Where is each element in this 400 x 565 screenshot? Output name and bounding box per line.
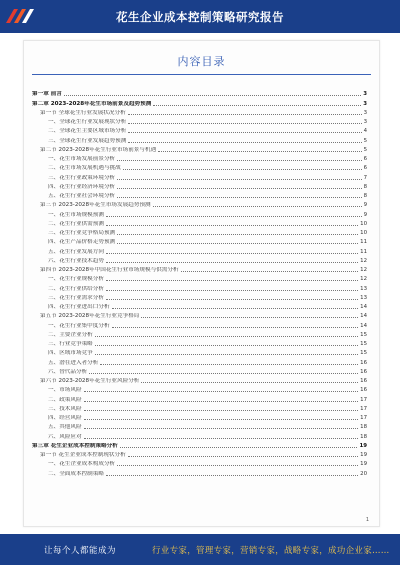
toc-entry[interactable]	[32, 393, 367, 402]
toc-entry[interactable]	[32, 458, 367, 467]
toc-entry-page: 15	[360, 341, 367, 347]
toc-leader-dots	[117, 179, 361, 180]
toc-entry[interactable]	[32, 181, 367, 190]
toc-leader-dots	[112, 308, 359, 309]
toc-entry[interactable]	[32, 440, 367, 449]
toc-leader-dots	[117, 465, 358, 466]
toc-entry[interactable]	[32, 467, 367, 476]
toc-entry-page: 10	[360, 230, 367, 236]
toc-leader-dots	[153, 105, 361, 106]
footer-slogan-left: 让每个人都能成为	[44, 545, 117, 556]
toc-leader-dots	[141, 382, 358, 383]
logo-icon	[4, 5, 36, 27]
toc-leader-dots	[153, 206, 362, 207]
toc-leader-dots	[117, 188, 361, 189]
toc-entry[interactable]	[32, 421, 367, 430]
toc-leader-dots	[117, 243, 358, 244]
toc-entry[interactable]	[32, 218, 367, 227]
toc-entry[interactable]	[32, 449, 367, 458]
toc-entry[interactable]	[32, 356, 367, 365]
toc-leader-dots	[100, 364, 358, 365]
toc-entry[interactable]	[32, 292, 367, 301]
toc-entry-text: 二、全面成本控制策略	[48, 470, 104, 477]
page-number: 1	[365, 517, 369, 523]
toc-entry[interactable]	[32, 162, 367, 171]
toc-entry-page: 13	[360, 294, 367, 301]
toc-entry-text: 六、风险应对	[48, 433, 82, 440]
toc-entry-page: 12	[360, 267, 367, 273]
toc-entry-text: 三、技术风险	[48, 405, 82, 412]
toc-leader-dots	[128, 132, 361, 133]
toc-leader-dots	[95, 345, 358, 346]
toc-entry-text: 一、市场风险	[48, 387, 82, 394]
toc-entry-text: 一、花生企业成本构成分析	[48, 461, 116, 468]
toc-leader-dots	[141, 317, 358, 318]
toc-entry-text: 五、花生行业发展方向	[48, 248, 104, 255]
toc-leader-dots	[106, 475, 358, 476]
toc-leader-dots	[95, 336, 358, 337]
toc-entry[interactable]	[32, 430, 367, 439]
toc-entry-text: 四、区域市场竞争	[48, 350, 93, 357]
toc-leader-dots	[106, 299, 358, 300]
toc-entry-text: 第四节 2023-2028年中国花生行业市场规模与供需分析	[40, 267, 179, 273]
toc-entry-text: 一、全球花生行业发展现状分析	[48, 119, 127, 125]
toc-entry-page: 16	[360, 387, 367, 394]
toc-entry-text: 六、花生行业技术趋势	[48, 257, 104, 264]
toc-entry[interactable]	[32, 116, 367, 125]
toc-entry-text: 二、全球花生主要区域市场分析	[48, 128, 127, 135]
toc-entry-page: 8	[363, 183, 367, 190]
toc-entry-page: 12	[360, 276, 367, 283]
toc-entry[interactable]	[32, 347, 367, 356]
toc-entry-text: 第二章 2023-2028年花生市场前景及趋势预测	[32, 100, 152, 107]
bottom-banner	[0, 534, 400, 565]
toc-entry-text: 一、花生行业规模分析	[48, 276, 104, 283]
toc-leader-dots	[128, 123, 361, 124]
toc-entry-text: 三、花生行业竞争格局预测	[48, 230, 116, 236]
toc-entry-page: 12	[360, 257, 367, 264]
toc-entry-text: 第三节 2023-2028年花生市场发展趋势预测	[40, 202, 151, 209]
toc-entry[interactable]	[32, 153, 367, 162]
toc-leader-dots	[106, 290, 358, 291]
toc-entry-text: 第一节 花生企业成本控制现状分析	[40, 452, 126, 458]
toc-entry-text: 三、全球花生行业发展趋势预测	[48, 137, 127, 144]
toc-leader-dots	[84, 438, 359, 439]
toc-entry-page: 18	[360, 424, 367, 431]
toc-entry-text: 六、替代品分析	[48, 368, 88, 375]
toc-entry-text: 一、花生行业集中度分析	[48, 322, 110, 329]
toc-entry-text: 二、政策风险	[48, 396, 82, 403]
toc-entry-text: 第五节 2023-2028年花生行业竞争格局	[40, 313, 140, 320]
toc-leader-dots	[64, 95, 361, 96]
toc-entry-text: 四、花生行业进出口分析	[48, 304, 110, 310]
toc-leader-dots	[158, 151, 361, 152]
toc-entry[interactable]	[32, 338, 367, 347]
title-divider	[32, 74, 371, 75]
footer-slogan-right: 行业专家，管理专家，营销专家，战略专家，成功企业家……	[152, 545, 390, 556]
toc-entry-page: 17	[360, 415, 367, 421]
toc-entry[interactable]	[32, 88, 367, 97]
toc-entry-text: 二、主要企业分析	[48, 331, 93, 338]
toc-leader-dots	[117, 160, 361, 161]
toc-entry-text: 二、花生行业供需预测	[48, 220, 104, 227]
toc-entry[interactable]	[32, 97, 367, 106]
toc-entry[interactable]	[32, 282, 367, 291]
toc-leader-dots	[84, 428, 359, 429]
toc-entry-page: 14	[360, 304, 367, 310]
toc-entry-page: 11	[360, 239, 367, 246]
toc-entry[interactable]	[32, 403, 367, 412]
toc-entry[interactable]	[32, 208, 367, 217]
toc-leader-dots	[123, 169, 362, 170]
toc-entry-text: 二、花生行业供给分析	[48, 285, 104, 292]
table-of-contents	[32, 88, 367, 477]
toc-entry[interactable]	[32, 319, 367, 328]
toc-leader-dots	[84, 410, 359, 411]
toc-entry[interactable]	[32, 125, 367, 134]
toc-entry-text: 一、花生市场规模预测	[48, 211, 104, 218]
toc-leader-dots	[117, 234, 358, 235]
toc-entry-page: 13	[360, 285, 367, 292]
toc-entry-text: 五、花生行业社会环境分析	[48, 193, 116, 199]
toc-entry-text: 五、潜在进入者分析	[48, 359, 99, 366]
toc-entry-page: 15	[360, 331, 367, 338]
toc-entry-page: 5	[363, 146, 367, 153]
toc-entry-text: 二、花生市场发展机遇与挑战	[48, 165, 121, 172]
toc-entry[interactable]	[32, 199, 367, 208]
toc-entry[interactable]	[32, 375, 367, 384]
toc-entry-text: 第三章 花生企业成本控制策略分析	[32, 442, 118, 449]
toc-leader-dots	[106, 253, 358, 254]
toc-entry-page: 14	[360, 313, 367, 320]
toc-leader-dots	[128, 142, 361, 143]
toc-entry-page: 19	[360, 452, 367, 458]
toc-entry-text: 一、花生市场发展前景分析	[48, 156, 116, 162]
top-banner	[0, 0, 400, 33]
document-page	[23, 40, 380, 527]
toc-entry-page: 5	[363, 137, 367, 144]
toc-entry-page: 16	[360, 368, 367, 375]
toc-entry-page: 8	[363, 193, 367, 199]
toc-entry-text: 五、其他风险	[48, 424, 82, 431]
toc-entry[interactable]	[32, 384, 367, 393]
toc-entry-page: 4	[363, 128, 367, 135]
toc-leader-dots	[112, 327, 359, 328]
toc-entry[interactable]	[32, 301, 367, 310]
toc-title: 内容目录	[177, 55, 226, 68]
toc-entry-page: 19	[360, 461, 367, 468]
toc-entry[interactable]	[32, 107, 367, 116]
toc-leader-dots	[128, 114, 362, 115]
toc-entry[interactable]	[32, 310, 367, 319]
toc-entry-text: 四、经营风险	[48, 415, 82, 421]
toc-entry-page: 9	[363, 202, 367, 209]
toc-entry[interactable]	[32, 245, 367, 254]
toc-entry-page: 7	[363, 174, 367, 181]
toc-leader-dots	[89, 373, 358, 374]
toc-entry-page: 9	[363, 211, 367, 218]
toc-leader-dots	[120, 447, 358, 448]
toc-leader-dots	[84, 419, 359, 420]
toc-entry-page: 20	[360, 470, 367, 477]
report-title: 花生企业成本控制策略研究报告	[116, 9, 284, 24]
toc-entry-page: 19	[359, 442, 367, 449]
toc-leader-dots	[106, 225, 358, 226]
toc-entry-text: 三、花生行业需求分析	[48, 294, 104, 301]
toc-entry-page: 3	[363, 91, 367, 98]
toc-entry[interactable]	[32, 190, 367, 199]
toc-entry[interactable]	[32, 329, 367, 338]
toc-entry-page: 3	[363, 109, 367, 116]
toc-entry[interactable]	[32, 236, 367, 245]
toc-leader-dots	[181, 271, 359, 272]
toc-entry-text: 第一章 前言	[32, 91, 62, 98]
toc-entry-text: 三、花生行业政策环境分析	[48, 174, 116, 181]
toc-entry-text: 第一节 全球花生行业发展状况分析	[40, 109, 126, 116]
toc-entry-page: 17	[360, 396, 367, 403]
toc-entry[interactable]	[32, 171, 367, 180]
toc-entry-page: 11	[360, 248, 367, 255]
toc-entry-page: 18	[360, 433, 367, 440]
toc-entry-page: 16	[360, 378, 367, 384]
toc-entry[interactable]	[32, 134, 367, 143]
toc-entry-page: 17	[360, 405, 367, 412]
toc-entry[interactable]	[32, 264, 367, 273]
toc-entry-text: 第六节 2023-2028年花生行业风险分析	[40, 378, 140, 384]
toc-leader-dots	[106, 280, 358, 281]
toc-entry[interactable]	[32, 255, 367, 264]
toc-leader-dots	[117, 197, 361, 198]
toc-leader-dots	[84, 401, 359, 402]
toc-leader-dots	[95, 354, 358, 355]
toc-entry-text: 四、花生行业经济环境分析	[48, 183, 116, 190]
toc-entry[interactable]	[32, 227, 367, 236]
toc-entry-text: 四、花生产品价格走势预测	[48, 239, 116, 246]
toc-entry-page: 6	[363, 156, 367, 162]
toc-entry-page: 15	[360, 350, 367, 357]
toc-entry-page: 6	[363, 165, 367, 172]
toc-entry-page: 16	[360, 359, 367, 366]
toc-leader-dots	[128, 456, 358, 457]
toc-entry[interactable]	[32, 366, 367, 375]
toc-entry[interactable]	[32, 144, 367, 153]
toc-leader-dots	[106, 262, 358, 263]
toc-entry-page: 3	[363, 119, 367, 125]
toc-entry[interactable]	[32, 412, 367, 421]
toc-leader-dots	[84, 391, 359, 392]
toc-entry-page: 14	[360, 322, 367, 329]
toc-entry-page: 3	[363, 100, 367, 107]
toc-entry-page: 10	[360, 220, 367, 227]
toc-entry-text: 第二节 2023-2028年花生行业市场前景与机遇	[40, 146, 157, 153]
toc-entry-text: 三、行业竞争策略	[48, 341, 93, 347]
toc-entry[interactable]	[32, 273, 367, 282]
toc-leader-dots	[106, 216, 362, 217]
